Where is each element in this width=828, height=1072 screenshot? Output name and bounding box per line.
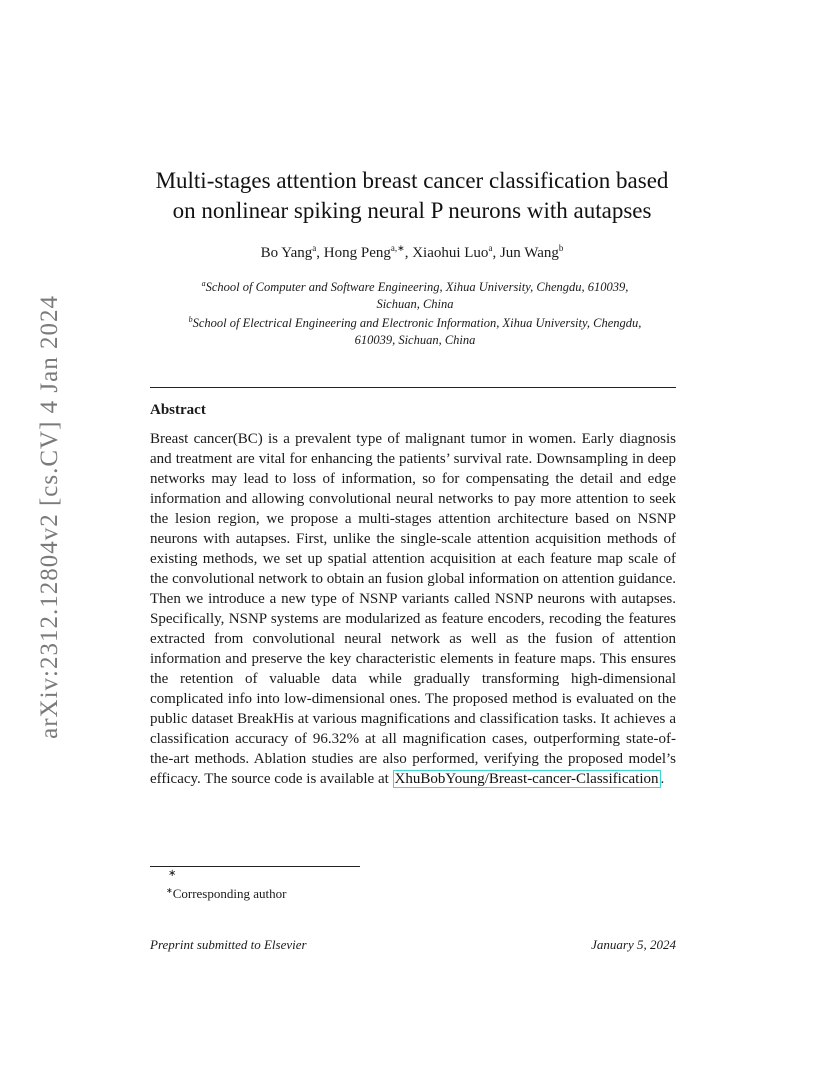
- source-code-link[interactable]: XhuBobYoung/Breast-cancer-Classification: [394, 771, 659, 787]
- author-name: Bo Yang: [260, 245, 313, 261]
- title-line-1: Multi-stages attention breast cancer classification based: [155, 168, 669, 193]
- paper-title: [110, 166, 714, 226]
- author-name: Jun Wang: [499, 245, 559, 261]
- affiliations: [180, 276, 650, 348]
- author-separator: ,: [316, 245, 324, 261]
- abstract-text: Breast cancer(BC) is a prevalent type of malignant tumor in women. Early diagnosis and treatment are vital for enhancing the patients’ survival rate. Downsampling in deep networks may lead to loss of information, so for compensating the detail and edge information and allowing convolutional neural networks to pay more attention to seek the lesion region, we propose a multi-stages attention architecture based on NSNP neurons with autapses. First, unlike the single-scale attention acquisition methods of existing methods, we set up spatial attention acquisition at each feature map scale of the convolutional network to obtain an fusion global information on attention guidance. Then we introduce a new type of NSNP variants called NSNP neurons with autapses. Specifically, NSNP systems are modularized as feature encoders, recoding the features extracted from convolutional neural network as well as the fusion of attention information and preserve the key characteristic elements in feature maps. This ensures the retention of valuable data while gradually transforming high-dimensional complicated info into low-dimensional ones. The proposed method is evaluated on the public dataset BreakHis at various magnifications and classification tasks. It achieves a classification accuracy of 96.32% at all magnification cases, outperforming state-of-the-art methods. Ablation studies are also performed, verifying the proposed model’s efficacy. The source code is available at: [150, 431, 676, 787]
- author-name: Xiaohui Luo: [412, 245, 489, 261]
- affiliation-mark: b: [188, 315, 193, 324]
- footnote: [166, 886, 286, 902]
- footnote-rule: [150, 866, 360, 867]
- footnote-mark: ∗: [168, 868, 177, 879]
- preprint-note: Preprint submitted to Elsevier: [150, 937, 307, 952]
- author-affiliation-mark: a: [488, 243, 493, 253]
- footnote-text: Corresponding author: [172, 886, 287, 901]
- author-list: [110, 243, 714, 262]
- footnote-sup: ∗: [166, 886, 173, 895]
- author-separator: ,: [404, 245, 413, 261]
- affiliation-mark: a: [201, 279, 206, 288]
- title-line-2: on nonlinear spiking neural P neurons with autapses: [172, 198, 652, 223]
- affiliation-b: [180, 312, 650, 348]
- author-affiliation-mark: a,∗: [390, 243, 405, 253]
- author-name: Hong Peng: [323, 245, 391, 261]
- arxiv-identifier: arXiv:2312.12804v2 [cs.CV] 4 Jan 2024: [36, 295, 63, 739]
- affiliation-a: [180, 276, 650, 312]
- author-affiliation-mark: b: [558, 243, 564, 253]
- abstract-heading: Abstract: [150, 402, 206, 418]
- author-separator: ,: [492, 245, 500, 261]
- affiliation-text: School of Electrical Engineering and Electronic Information, Xihua University, Chengdu, 610039, Sichuan, China: [192, 316, 642, 347]
- affiliation-text: School of Computer and Software Engineering, Xihua University, Chengdu, 610039, Sichuan, China: [205, 280, 629, 311]
- abstract-body: [150, 429, 676, 789]
- abstract-trailing-period: .: [660, 771, 665, 787]
- abstract-top-rule: [150, 387, 676, 388]
- author-affiliation-mark: a: [312, 243, 317, 253]
- submission-date: January 5, 2024: [591, 937, 676, 952]
